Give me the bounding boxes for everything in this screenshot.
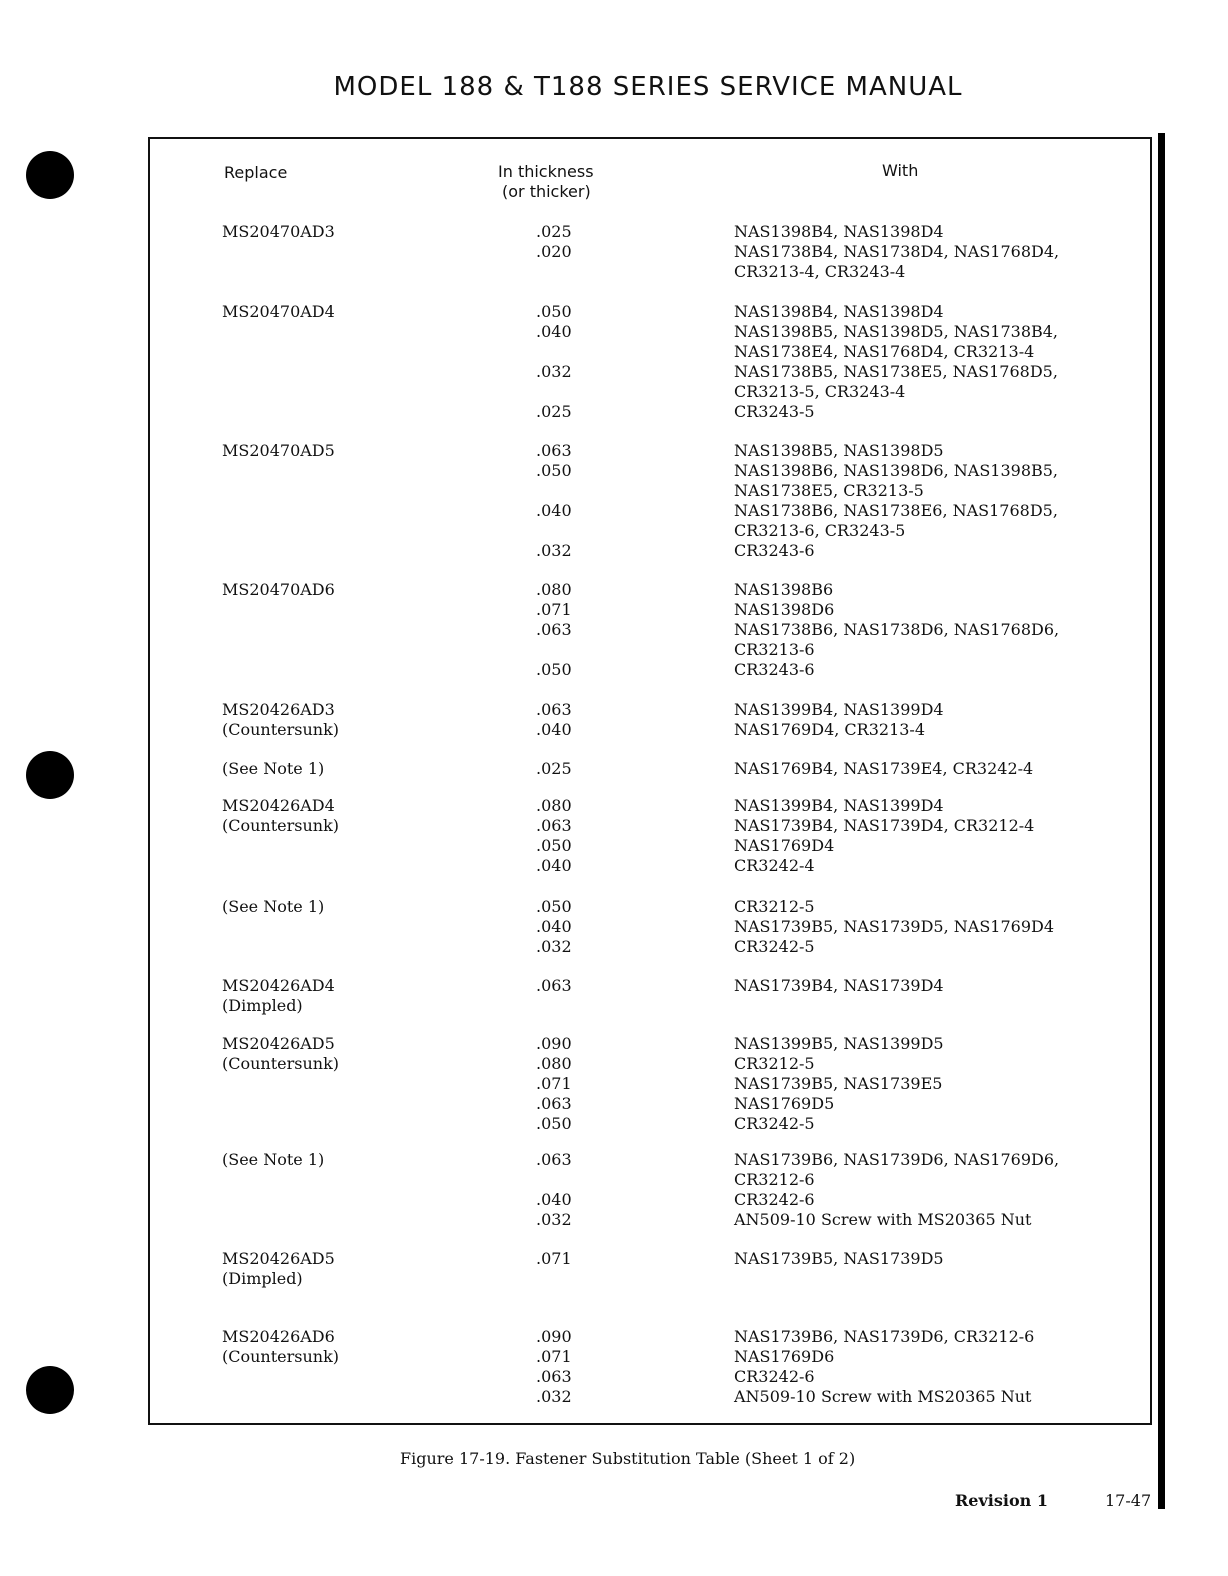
with-cell: NAS1399B4, NAS1399D4 — [734, 700, 944, 719]
thickness-cell: .032 — [536, 937, 572, 956]
with-cell: CR3213-5, CR3243-4 — [734, 382, 906, 401]
thickness-cell: .063 — [536, 1094, 572, 1113]
replace-cell: (Countersunk) — [222, 720, 340, 739]
thickness-cell: .040 — [536, 501, 572, 520]
thickness-cell: .063 — [536, 976, 572, 995]
with-cell: NAS1769D4 — [734, 836, 835, 855]
thickness-cell: .071 — [536, 1347, 572, 1366]
with-cell: NAS1398B6 — [734, 580, 834, 599]
thickness-cell: .040 — [536, 322, 572, 341]
with-cell: NAS1738B5, NAS1738E5, NAS1768D5, — [734, 362, 1058, 381]
thickness-cell: .090 — [536, 1327, 572, 1346]
revision-label: Revision 1 — [955, 1491, 1048, 1510]
with-cell: NAS1398B5, NAS1398D5, NAS1738B4, — [734, 322, 1059, 341]
thickness-cell: .040 — [536, 1190, 572, 1209]
replace-cell: MS20470AD6 — [222, 580, 335, 599]
with-cell: NAS1738B6, NAS1738E6, NAS1768D5, — [734, 501, 1058, 520]
with-cell: CR3213-6, CR3243-5 — [734, 521, 906, 540]
replace-cell: MS20470AD4 — [222, 302, 335, 321]
with-cell: NAS1739B6, NAS1739D6, CR3212-6 — [734, 1327, 1035, 1346]
binder-hole-top — [26, 151, 74, 199]
replace-cell: MS20426AD4 — [222, 976, 335, 995]
thickness-cell: .080 — [536, 580, 572, 599]
thickness-cell: .063 — [536, 816, 572, 835]
replace-cell: MS20426AD6 — [222, 1327, 335, 1346]
with-cell: CR3212-6 — [734, 1170, 815, 1189]
with-cell: CR3212-5 — [734, 897, 815, 916]
replace-cell: (See Note 1) — [222, 1150, 325, 1169]
binder-hole-middle — [26, 751, 74, 799]
with-cell: NAS1398B4, NAS1398D4 — [734, 302, 944, 321]
thickness-cell: .032 — [536, 1210, 572, 1229]
thickness-cell: .025 — [536, 402, 572, 421]
revision-bar — [1158, 133, 1165, 1509]
with-cell: NAS1769D6 — [734, 1347, 835, 1366]
page-number: 17-47 — [1105, 1491, 1152, 1510]
with-cell: CR3242-5 — [734, 937, 815, 956]
thickness-cell: .063 — [536, 1150, 572, 1169]
thickness-cell: .080 — [536, 796, 572, 815]
with-cell: NAS1398B5, NAS1398D5 — [734, 441, 944, 460]
thickness-cell: .090 — [536, 1034, 572, 1053]
thickness-cell: .040 — [536, 856, 572, 875]
with-cell: CR3213-6 — [734, 640, 815, 659]
with-cell: NAS1739B6, NAS1739D6, NAS1769D6, — [734, 1150, 1060, 1169]
thickness-cell: .071 — [536, 600, 572, 619]
replace-cell: MS20426AD4 — [222, 796, 335, 815]
with-cell: NAS1769D5 — [734, 1094, 835, 1113]
with-cell: NAS1738E5, CR3213-5 — [734, 481, 924, 500]
thickness-cell: .050 — [536, 897, 572, 916]
with-cell: AN509-10 Screw with MS20365 Nut — [734, 1387, 1032, 1406]
thickness-cell: .080 — [536, 1054, 572, 1073]
with-cell: NAS1738B6, NAS1738D6, NAS1768D6, — [734, 620, 1060, 639]
thickness-cell: .050 — [536, 1114, 572, 1133]
replace-cell: (See Note 1) — [222, 897, 325, 916]
thickness-cell: .050 — [536, 836, 572, 855]
replace-cell: MS20426AD3 — [222, 700, 335, 719]
thickness-cell: .040 — [536, 720, 572, 739]
thickness-cell: .025 — [536, 222, 572, 241]
thickness-cell: .020 — [536, 242, 572, 261]
with-cell: NAS1399B5, NAS1399D5 — [734, 1034, 944, 1053]
thickness-cell: .025 — [536, 759, 572, 778]
thickness-cell: .032 — [536, 1387, 572, 1406]
thickness-cell: .063 — [536, 1367, 572, 1386]
with-cell: CR3243-6 — [734, 660, 815, 679]
with-cell: NAS1739B5, NAS1739D5 — [734, 1249, 944, 1268]
header-thickness-line1: In thickness — [498, 162, 594, 181]
thickness-cell: .032 — [536, 362, 572, 381]
thickness-cell: .050 — [536, 660, 572, 679]
replace-cell: (See Note 1) — [222, 759, 325, 778]
with-cell: NAS1739B4, NAS1739D4, CR3212-4 — [734, 816, 1035, 835]
figure-caption: Figure 17-19. Fastener Substitution Table (Sheet 1 of 2) — [400, 1449, 856, 1468]
with-cell: CR3242-6 — [734, 1190, 815, 1209]
replace-cell: (Countersunk) — [222, 1054, 340, 1073]
with-cell: CR3212-5 — [734, 1054, 815, 1073]
thickness-cell: .071 — [536, 1074, 572, 1093]
with-cell: CR3213-4, CR3243-4 — [734, 262, 906, 281]
with-cell: NAS1398D6 — [734, 600, 835, 619]
with-cell: NAS1738B4, NAS1738D4, NAS1768D4, — [734, 242, 1060, 261]
with-cell: NAS1739B4, NAS1739D4 — [734, 976, 944, 995]
binder-hole-bottom — [26, 1366, 74, 1414]
replace-cell: (Countersunk) — [222, 816, 340, 835]
with-cell: NAS1399B4, NAS1399D4 — [734, 796, 944, 815]
thickness-cell: .063 — [536, 441, 572, 460]
thickness-cell: .071 — [536, 1249, 572, 1268]
replace-cell: MS20470AD3 — [222, 222, 335, 241]
with-cell: NAS1769D4, CR3213-4 — [734, 720, 926, 739]
replace-cell: (Dimpled) — [222, 1269, 303, 1288]
with-cell: CR3242-6 — [734, 1367, 815, 1386]
replace-cell: MS20426AD5 — [222, 1249, 335, 1268]
with-cell: NAS1738E4, NAS1768D4, CR3213-4 — [734, 342, 1035, 361]
with-cell: CR3242-4 — [734, 856, 815, 875]
header-with: With — [882, 161, 919, 180]
with-cell: NAS1739B5, NAS1739E5 — [734, 1074, 943, 1093]
with-cell: CR3243-5 — [734, 402, 815, 421]
thickness-cell: .063 — [536, 700, 572, 719]
page-title: MODEL 188 & T188 SERIES SERVICE MANUAL — [333, 72, 963, 102]
with-cell: NAS1398B6, NAS1398D6, NAS1398B5, — [734, 461, 1059, 480]
with-cell: NAS1769B4, NAS1739E4, CR3242-4 — [734, 759, 1034, 778]
thickness-cell: .050 — [536, 302, 572, 321]
with-cell: NAS1739B5, NAS1739D5, NAS1769D4 — [734, 917, 1054, 936]
with-cell: AN509-10 Screw with MS20365 Nut — [734, 1210, 1032, 1229]
with-cell: CR3243-6 — [734, 541, 815, 560]
replace-cell: MS20426AD5 — [222, 1034, 335, 1053]
thickness-cell: .040 — [536, 917, 572, 936]
header-thickness-line2: (or thicker) — [502, 182, 591, 201]
replace-cell: (Dimpled) — [222, 996, 303, 1015]
header-replace: Replace — [224, 163, 288, 182]
thickness-cell: .050 — [536, 461, 572, 480]
with-cell: NAS1398B4, NAS1398D4 — [734, 222, 944, 241]
replace-cell: MS20470AD5 — [222, 441, 335, 460]
with-cell: CR3242-5 — [734, 1114, 815, 1133]
thickness-cell: .063 — [536, 620, 572, 639]
replace-cell: (Countersunk) — [222, 1347, 340, 1366]
thickness-cell: .032 — [536, 541, 572, 560]
